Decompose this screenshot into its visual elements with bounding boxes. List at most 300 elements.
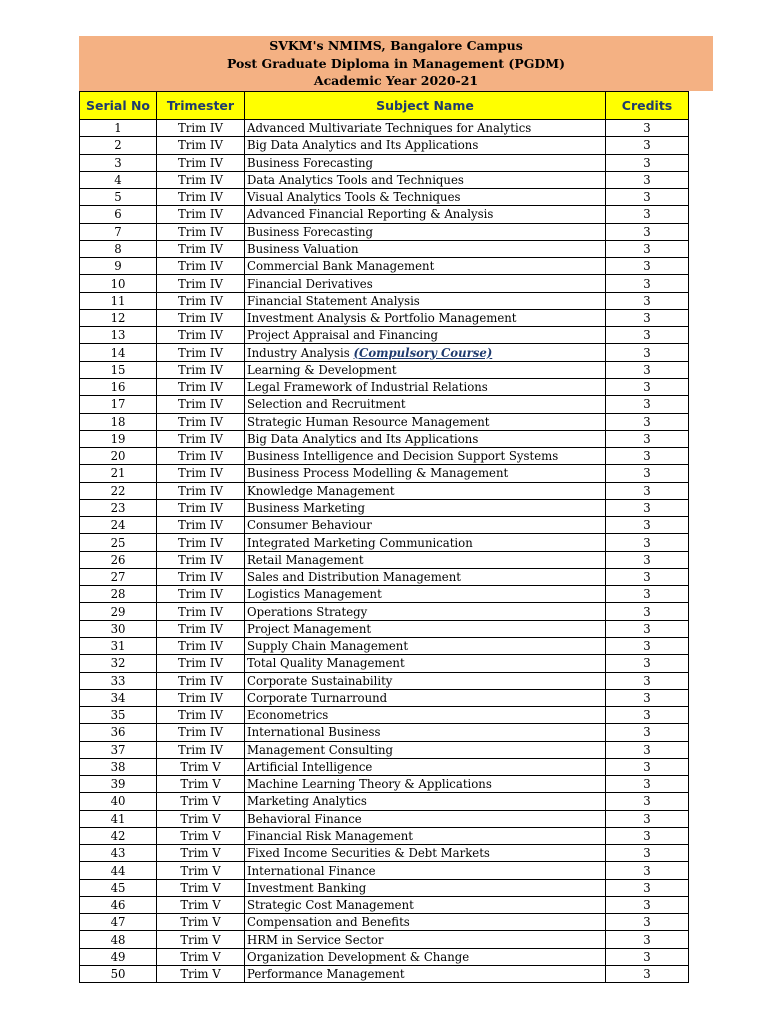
trimester-cell: Trim IV [157, 465, 245, 482]
serial-cell: 37 [80, 741, 157, 758]
subject-name: Strategic Cost Management [247, 898, 414, 913]
table-row [80, 482, 689, 499]
table-row [80, 534, 689, 551]
serial-cell: 7 [80, 223, 157, 240]
table-row [80, 240, 689, 257]
table-row [80, 966, 689, 983]
academic-year: Academic Year 2020-21 [313, 73, 479, 89]
serial-cell: 21 [80, 465, 157, 482]
trimester-cell: Trim IV [157, 396, 245, 413]
subject-name: Financial Derivatives [247, 276, 373, 291]
serial-cell: 16 [80, 378, 157, 395]
serial-cell: 8 [80, 240, 157, 257]
trimester-cell: Trim IV [157, 689, 245, 706]
trimester-cell: Trim IV [157, 240, 245, 257]
subject-cell [245, 931, 606, 948]
serial-cell: 34 [80, 689, 157, 706]
subject-name: Data Analytics Tools and Techniques [247, 172, 464, 187]
subject-cell [245, 344, 606, 361]
credits-cell: 3 [606, 517, 689, 534]
subject-cell [245, 948, 606, 965]
subject-name: Business Marketing [247, 500, 365, 515]
subject-cell [245, 707, 606, 724]
serial-cell: 40 [80, 793, 157, 810]
trimester-cell: Trim IV [157, 741, 245, 758]
table-row [80, 154, 689, 171]
trimester-cell: Trim IV [157, 655, 245, 672]
trimester-cell: Trim IV [157, 724, 245, 741]
trimester-cell: Trim IV [157, 292, 245, 309]
credits-cell: 3 [606, 689, 689, 706]
serial-cell: 30 [80, 620, 157, 637]
subject-name: Behavioral Finance [247, 811, 362, 826]
trimester-cell: Trim IV [157, 482, 245, 499]
table-row [80, 292, 689, 309]
subject-cell [245, 378, 606, 395]
serial-cell: 47 [80, 914, 157, 931]
table-row [80, 378, 689, 395]
credits-cell: 3 [606, 948, 689, 965]
serial-cell: 50 [80, 966, 157, 983]
table-row [80, 206, 689, 223]
subject-cell [245, 517, 606, 534]
serial-cell: 18 [80, 413, 157, 430]
table-row [80, 948, 689, 965]
trimester-cell: Trim IV [157, 707, 245, 724]
subject-name: Business Intelligence and Decision Support Systems [247, 449, 559, 464]
trimester-cell: Trim V [157, 914, 245, 931]
credits-cell: 3 [606, 707, 689, 724]
serial-cell: 5 [80, 189, 157, 206]
subject-name: Big Data Analytics and Its Applications [247, 431, 479, 446]
table-row [80, 327, 689, 344]
credits-cell: 3 [606, 154, 689, 171]
trimester-cell: Trim IV [157, 137, 245, 154]
trimester-cell: Trim V [157, 776, 245, 793]
subject-name: Selection and Recruitment [247, 397, 406, 412]
subject-name: Advanced Financial Reporting & Analysis [247, 207, 494, 222]
subject-name: International Finance [247, 863, 376, 878]
table-row [80, 189, 689, 206]
serial-cell: 12 [80, 309, 157, 326]
trimester-cell: Trim IV [157, 361, 245, 378]
subject-name: Operations Strategy [247, 604, 368, 619]
credits-cell: 3 [606, 793, 689, 810]
subject-name: Investment Analysis & Portfolio Management [247, 311, 517, 326]
trimester-cell: Trim V [157, 862, 245, 879]
credits-cell: 3 [606, 862, 689, 879]
trimester-cell: Trim IV [157, 620, 245, 637]
table-row [80, 724, 689, 741]
credits-cell: 3 [606, 292, 689, 309]
trimester-cell: Trim IV [157, 275, 245, 292]
table-row [80, 862, 689, 879]
credits-cell: 3 [606, 275, 689, 292]
serial-cell: 43 [80, 845, 157, 862]
trimester-cell: Trim IV [157, 120, 245, 137]
credits-cell: 3 [606, 240, 689, 257]
subject-cell [245, 827, 606, 844]
subject-cell [245, 793, 606, 810]
subject-cell [245, 430, 606, 447]
subject-name: Retail Management [247, 552, 364, 567]
serial-cell: 6 [80, 206, 157, 223]
table-row [80, 845, 689, 862]
subject-name: Sales and Distribution Management [247, 570, 461, 585]
trimester-cell: Trim IV [157, 327, 245, 344]
subject-cell [245, 309, 606, 326]
serial-cell: 32 [80, 655, 157, 672]
subject-cell [245, 396, 606, 413]
subject-cell [245, 448, 606, 465]
trimester-cell: Trim IV [157, 637, 245, 654]
serial-cell: 49 [80, 948, 157, 965]
subject-header: Subject Name [245, 92, 606, 120]
subject-cell [245, 655, 606, 672]
credits-cell: 3 [606, 189, 689, 206]
subject-name: International Business [247, 725, 381, 740]
course-table [79, 91, 689, 983]
trimester-cell: Trim IV [157, 309, 245, 326]
trimester-cell: Trim IV [157, 154, 245, 171]
table-row [80, 637, 689, 654]
credits-cell: 3 [606, 551, 689, 568]
table-row [80, 707, 689, 724]
subject-name: Financial Risk Management [247, 829, 413, 844]
subject-name: Big Data Analytics and Its Applications [247, 138, 479, 153]
serial-cell: 35 [80, 707, 157, 724]
course-sheet [79, 36, 713, 983]
subject-cell [245, 603, 606, 620]
serial-cell: 25 [80, 534, 157, 551]
table-row [80, 758, 689, 775]
credits-cell: 3 [606, 137, 689, 154]
trimester-cell: Trim IV [157, 258, 245, 275]
credits-cell: 3 [606, 655, 689, 672]
table-row [80, 137, 689, 154]
subject-cell [245, 171, 606, 188]
table-row [80, 810, 689, 827]
subject-name: Organization Development & Change [247, 949, 470, 964]
credits-cell: 3 [606, 482, 689, 499]
credits-cell: 3 [606, 827, 689, 844]
credits-cell: 3 [606, 361, 689, 378]
table-row [80, 741, 689, 758]
credits-cell: 3 [606, 396, 689, 413]
serial-cell: 42 [80, 827, 157, 844]
credits-cell: 3 [606, 465, 689, 482]
table-row [80, 551, 689, 568]
trimester-cell: Trim IV [157, 672, 245, 689]
subject-cell [245, 896, 606, 913]
serial-header: Serial No [80, 92, 157, 120]
subject-name: Commercial Bank Management [247, 259, 435, 274]
serial-cell: 9 [80, 258, 157, 275]
table-row [80, 465, 689, 482]
subject-cell [245, 206, 606, 223]
serial-cell: 29 [80, 603, 157, 620]
subject-cell [245, 568, 606, 585]
subject-name: Machine Learning Theory & Applications [247, 777, 492, 792]
trimester-cell: Trim IV [157, 586, 245, 603]
credits-header: Credits [606, 92, 689, 120]
table-row [80, 896, 689, 913]
trimester-cell: Trim IV [157, 551, 245, 568]
subject-cell [245, 845, 606, 862]
subject-name: Performance Management [247, 967, 405, 982]
subject-cell [245, 966, 606, 983]
subject-name: Logistics Management [247, 587, 382, 602]
table-row [80, 430, 689, 447]
subject-cell [245, 361, 606, 378]
subject-cell [245, 879, 606, 896]
credits-cell: 3 [606, 914, 689, 931]
subject-cell [245, 741, 606, 758]
table-row [80, 275, 689, 292]
trimester-cell: Trim IV [157, 517, 245, 534]
trimester-cell: Trim V [157, 966, 245, 983]
serial-cell: 20 [80, 448, 157, 465]
trimester-cell: Trim IV [157, 534, 245, 551]
subject-cell [245, 810, 606, 827]
table-row [80, 448, 689, 465]
serial-cell: 22 [80, 482, 157, 499]
serial-cell: 27 [80, 568, 157, 585]
table-row [80, 413, 689, 430]
subject-cell [245, 327, 606, 344]
credits-cell: 3 [606, 206, 689, 223]
subject-cell [245, 551, 606, 568]
subject-name: Advanced Multivariate Techniques for Analytics [247, 121, 532, 136]
table-body [80, 120, 689, 983]
trimester-cell: Trim V [157, 793, 245, 810]
credits-cell: 3 [606, 672, 689, 689]
subject-name: Project Appraisal and Financing [247, 328, 438, 343]
subject-cell [245, 586, 606, 603]
trimester-cell: Trim IV [157, 171, 245, 188]
subject-cell [245, 240, 606, 257]
serial-cell: 24 [80, 517, 157, 534]
subject-name: Project Management [247, 621, 372, 636]
subject-cell [245, 689, 606, 706]
trimester-cell: Trim IV [157, 223, 245, 240]
subject-name: Integrated Marketing Communication [247, 535, 473, 550]
serial-cell: 44 [80, 862, 157, 879]
trimester-cell: Trim IV [157, 448, 245, 465]
subject-name: Marketing Analytics [247, 794, 367, 809]
credits-cell: 3 [606, 327, 689, 344]
subject-cell [245, 914, 606, 931]
credits-cell: 3 [606, 378, 689, 395]
credits-cell: 3 [606, 966, 689, 983]
subject-cell [245, 154, 606, 171]
table-row [80, 120, 689, 137]
serial-cell: 2 [80, 137, 157, 154]
subject-name: Business Forecasting [247, 155, 373, 170]
serial-cell: 33 [80, 672, 157, 689]
table-row [80, 914, 689, 931]
subject-name: Compensation and Benefits [247, 915, 410, 930]
subject-name: Consumer Behaviour [247, 518, 372, 533]
subject-name: Artificial Intelligence [247, 759, 373, 774]
trimester-cell: Trim V [157, 879, 245, 896]
subject-name: Knowledge Management [247, 483, 395, 498]
table-row [80, 396, 689, 413]
subject-cell [245, 620, 606, 637]
subject-cell [245, 275, 606, 292]
serial-cell: 3 [80, 154, 157, 171]
credits-cell: 3 [606, 879, 689, 896]
trimester-cell: Trim IV [157, 206, 245, 223]
serial-cell: 13 [80, 327, 157, 344]
trimester-cell: Trim V [157, 827, 245, 844]
subject-name: Supply Chain Management [247, 639, 409, 654]
serial-cell: 45 [80, 879, 157, 896]
serial-cell: 28 [80, 586, 157, 603]
table-row [80, 258, 689, 275]
serial-cell: 36 [80, 724, 157, 741]
credits-cell: 3 [606, 171, 689, 188]
subject-name: HRM in Service Sector [247, 932, 384, 947]
serial-cell: 14 [80, 344, 157, 361]
trimester-cell: Trim IV [157, 344, 245, 361]
table-header-row [80, 92, 689, 120]
credits-cell: 3 [606, 499, 689, 516]
trimester-header: Trimester [157, 92, 245, 120]
subject-name: Total Quality Management [247, 656, 405, 671]
table-row [80, 620, 689, 637]
serial-cell: 15 [80, 361, 157, 378]
serial-cell: 26 [80, 551, 157, 568]
credits-cell: 3 [606, 534, 689, 551]
subject-name: Corporate Sustainability [247, 673, 393, 688]
subject-cell [245, 189, 606, 206]
serial-cell: 1 [80, 120, 157, 137]
trimester-cell: Trim V [157, 810, 245, 827]
serial-cell: 39 [80, 776, 157, 793]
subject-name: Business Forecasting [247, 224, 373, 239]
credits-cell: 3 [606, 586, 689, 603]
table-row [80, 827, 689, 844]
credits-cell: 3 [606, 620, 689, 637]
program-title: Post Graduate Diploma in Management (PGDM) [226, 55, 565, 71]
serial-cell: 4 [80, 171, 157, 188]
subject-name: Industry Analysis [247, 345, 354, 360]
subject-name: Business Process Modelling & Management [247, 466, 509, 481]
table-row [80, 517, 689, 534]
serial-cell: 41 [80, 810, 157, 827]
trimester-cell: Trim IV [157, 499, 245, 516]
subject-cell [245, 482, 606, 499]
subject-name: Econometrics [247, 708, 329, 723]
credits-cell: 3 [606, 344, 689, 361]
credits-cell: 3 [606, 758, 689, 775]
subject-cell [245, 637, 606, 654]
subject-cell [245, 413, 606, 430]
serial-cell: 19 [80, 430, 157, 447]
trimester-cell: Trim IV [157, 189, 245, 206]
subject-name: Financial Statement Analysis [247, 293, 420, 308]
subject-cell [245, 120, 606, 137]
credits-cell: 3 [606, 931, 689, 948]
subject-name: Corporate Turnarround [247, 690, 388, 705]
credits-cell: 3 [606, 603, 689, 620]
serial-cell: 46 [80, 896, 157, 913]
title-band [79, 36, 713, 91]
trimester-cell: Trim V [157, 896, 245, 913]
serial-cell: 23 [80, 499, 157, 516]
subject-cell [245, 724, 606, 741]
credits-cell: 3 [606, 413, 689, 430]
credits-cell: 3 [606, 120, 689, 137]
table-row [80, 568, 689, 585]
subject-name: Management Consulting [247, 742, 393, 757]
credits-cell: 3 [606, 724, 689, 741]
serial-cell: 31 [80, 637, 157, 654]
serial-cell: 11 [80, 292, 157, 309]
table-row [80, 793, 689, 810]
table-row [80, 586, 689, 603]
subject-cell [245, 292, 606, 309]
subject-name: Visual Analytics Tools & Techniques [247, 190, 461, 205]
table-row [80, 361, 689, 378]
compulsory-note: (Compulsory Course) [353, 345, 493, 360]
credits-cell: 3 [606, 776, 689, 793]
table-row [80, 672, 689, 689]
table-row [80, 689, 689, 706]
credits-cell: 3 [606, 896, 689, 913]
serial-cell: 38 [80, 758, 157, 775]
credits-cell: 3 [606, 741, 689, 758]
trimester-cell: Trim IV [157, 413, 245, 430]
table-row [80, 344, 689, 361]
trimester-cell: Trim IV [157, 430, 245, 447]
subject-cell [245, 137, 606, 154]
credits-cell: 3 [606, 637, 689, 654]
trimester-cell: Trim V [157, 931, 245, 948]
subject-cell [245, 534, 606, 551]
subject-name: Learning & Development [247, 362, 397, 377]
table-row [80, 603, 689, 620]
subject-name: Business Valuation [247, 241, 359, 256]
subject-cell [245, 672, 606, 689]
subject-cell [245, 465, 606, 482]
subject-cell [245, 862, 606, 879]
subject-cell [245, 499, 606, 516]
serial-cell: 10 [80, 275, 157, 292]
credits-cell: 3 [606, 223, 689, 240]
trimester-cell: Trim V [157, 845, 245, 862]
table-row [80, 499, 689, 516]
subject-cell [245, 223, 606, 240]
subject-name: Legal Framework of Industrial Relations [247, 380, 488, 395]
subject-name: Investment Banking [247, 880, 367, 895]
serial-cell: 17 [80, 396, 157, 413]
subject-name: Fixed Income Securities & Debt Markets [247, 846, 490, 861]
serial-cell: 48 [80, 931, 157, 948]
credits-cell: 3 [606, 810, 689, 827]
credits-cell: 3 [606, 258, 689, 275]
table-row [80, 309, 689, 326]
table-row [80, 171, 689, 188]
credits-cell: 3 [606, 309, 689, 326]
subject-cell [245, 258, 606, 275]
trimester-cell: Trim IV [157, 378, 245, 395]
subject-cell [245, 776, 606, 793]
credits-cell: 3 [606, 448, 689, 465]
trimester-cell: Trim IV [157, 603, 245, 620]
trimester-cell: Trim V [157, 948, 245, 965]
